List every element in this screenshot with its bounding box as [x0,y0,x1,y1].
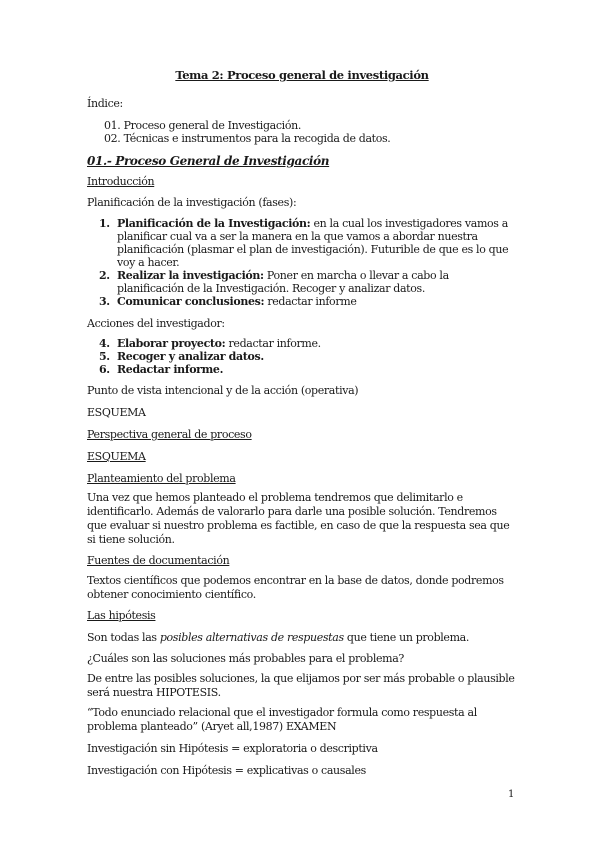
hipotesis-definition: Son todas las posibles alternativas de respuestas que tiene un problema. [87,631,470,644]
punto-vista-text: Punto de vista intencional y de la acción (operativa) [87,384,359,397]
hipotesis-paragraph: De entre las posibles soluciones, la que elijamos por ser más probable o plausible será nuestra HIPOTESIS. [87,672,515,699]
accion-item: 6. Redactar informe. [99,363,224,376]
indice-list [87,119,517,145]
accion-item: 5. Recoger y analizar datos. [99,350,264,363]
fases-list [87,217,517,308]
esquema-link: ESQUEMA [87,450,146,463]
hipotesis-heading: Las hipótesis [87,609,156,622]
indice-item: 01. Proceso general de Investigación. [104,119,302,132]
introduccion-heading: Introducción [87,175,155,188]
planteamiento-text: Una vez que hemos planteado el problema tendremos que delimitarlo e identificarlo. Además de valorarlo para darle una posible solución. Tendremos que evaluar si nuestro problema es factible, en caso de que la respuesta sea que si tiene solución. [87,491,510,546]
section-heading: 01.- Proceso General de Investigación [87,154,330,168]
perspectiva-heading: Perspectiva general de proceso [87,428,252,441]
acciones-label: Acciones del investigador: [87,317,225,330]
fuentes-text: Textos científicos que podemos encontrar en la base de datos, donde podremos obtener conocimiento científico. [87,574,504,601]
fase-item: 2. Realizar la investigación: Poner en marcha o llevar a cabo la planificación de la Investigación. Recoger y analizar datos. [99,269,449,295]
fase-item: 1. Planificación de la Investigación: en la cual los investigadores vamos a planificar cual va a ser la manera en la que vamos a abordar nuestra planificación (plasmar el plan de investigación). Futurible de que es lo que voy a hacer. [99,217,509,269]
sin-hipotesis-text: Investigación sin Hipótesis = exploratoria o descriptiva [87,742,378,755]
document-title: Tema 2: Proceso general de investigación [175,68,429,82]
indice-label: Índice: [87,97,123,110]
document-page [87,68,517,778]
accion-item: 4. Elaborar proyecto: redactar informe. [99,337,321,350]
fase-item: 3. Comunicar conclusiones: redactar informe [99,295,357,308]
hipotesis-quote: “Todo enunciado relacional que el investigador formula como respuesta al problema planteado” (Aryet all,1987) EXAMEN [87,706,477,733]
fuentes-heading: Fuentes de documentación [87,554,230,567]
page-number: 1 [508,789,515,800]
indice-item: 02. Técnicas e instrumentos para la recogida de datos. [104,132,391,145]
hipotesis-question: ¿Cuáles son las soluciones más probables para el problema? [87,652,404,665]
acciones-list [87,337,517,376]
planteamiento-heading: Planteamiento del problema [87,472,236,485]
planificacion-label: Planificación de la investigación (fases): [87,196,297,209]
con-hipotesis-text: Investigación con Hipótesis = explicativas o causales [87,764,366,777]
esquema-text: ESQUEMA [87,406,146,419]
